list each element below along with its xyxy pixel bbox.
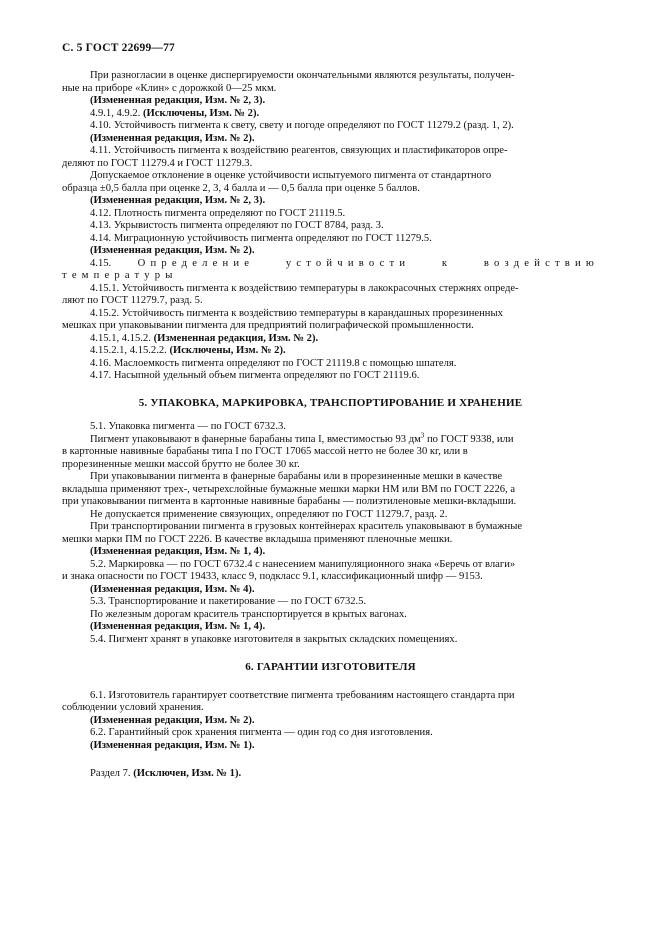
page-header: С. 5 ГОСТ 22699—77 bbox=[62, 42, 175, 54]
clause-4-12: 4.12. Плотность пигмента определяют по ГОСТ 21119.5. bbox=[90, 207, 346, 219]
spaced-heading: Определение устойчивости к воздействию температуры bbox=[62, 257, 599, 281]
amendment-note-text: (Измененная редакция, Изм. № 2, 3). bbox=[90, 195, 266, 206]
amendment-note-text: (Измененная редакция, Изм. № 2). bbox=[90, 132, 255, 144]
amendment-note bbox=[62, 95, 599, 108]
clause-4-15-1-line2: ляют по ГОСТ 11279.7, разд. 5. bbox=[62, 295, 203, 306]
excluded-note: (Исключены, Изм. № 2). bbox=[169, 345, 286, 356]
clause-number: 4.15. bbox=[90, 257, 138, 269]
section-7-label: Раздел 7. bbox=[90, 768, 134, 779]
amendment-note-text: (Измененная редакция, Изм. № 4). bbox=[90, 583, 255, 595]
clause-4-15-1-line1: 4.15.1. Устойчивость пигмента к воздействию температуры в лакокрасочных стержнях опреде- bbox=[90, 282, 519, 294]
excluded-note: (Исключены, Изм. № 2). bbox=[142, 107, 260, 119]
amendment-note bbox=[62, 740, 599, 753]
amendment-note bbox=[62, 584, 599, 597]
amendment-note bbox=[62, 195, 599, 208]
clause-4-17: 4.17. Насыпной удельный объем пигмента определяют по ГОСТ 21119.6. bbox=[90, 370, 420, 381]
packing-text: по ГОСТ 9338, или bbox=[424, 433, 514, 445]
clause-number: 4.15.2.1, 4.15.2.2. bbox=[90, 345, 170, 356]
packing-line1 bbox=[62, 430, 599, 447]
paragraph-4-9-line2: ные на приборе «Клин» с дорожкой 0—25 мкм. bbox=[62, 82, 277, 94]
container-line2: мешки марки ПМ по ГОСТ 2226. В качестве вкладыша применяют пленочные мешки. bbox=[62, 533, 453, 545]
clause-4-10: 4.10. Устойчивость пигмента к свету, свету и погоде определяют по ГОСТ 11279.2 (разд. 1, 2). bbox=[90, 120, 514, 131]
tolerance-line1: Допускаемое отклонение в оценке устойчивости испытуемого пигмента от стандартного bbox=[90, 170, 492, 181]
container-line1: При транспортировании пигмента в грузовых контейнерах краситель упаковывают в бумажные bbox=[90, 521, 523, 532]
tolerance-line2: образца ±0,5 балла при оценке 2, 3, 4 балла и — 0,5 балла при оценке 5 баллов. bbox=[62, 182, 420, 194]
clause-6-2: 6.2. Гарантийный срок хранения пигмента — один год со дня изготовления. bbox=[90, 727, 433, 738]
amendment-note bbox=[62, 621, 599, 634]
amendment-note-text: (Измененная редакция, Изм. № 1, 4). bbox=[90, 546, 266, 557]
amendment-note-text: (Измененная редакция, Изм. № 1, 4). bbox=[90, 621, 266, 632]
clause-6-1-line1: 6.1. Изготовитель гарантирует соответствие пигмента требованиям настоящего стандарта при bbox=[90, 689, 515, 701]
clause-4-15-2-line1: 4.15.2. Устойчивость пигмента к воздействию температуры в карандашных прорезиненных bbox=[90, 307, 503, 319]
clause-4-15 bbox=[62, 258, 599, 283]
amendment-note bbox=[62, 133, 599, 146]
amendment-note bbox=[62, 715, 599, 728]
clause-4-9-1 bbox=[62, 108, 599, 121]
superscript: 3 bbox=[420, 430, 425, 439]
amendment-note-text: (Измененная редакция, Изм. № 2, 3). bbox=[90, 95, 266, 106]
packing-line3: прорезиненные мешки массой брутто не более 30 кг. bbox=[62, 458, 300, 470]
amendment-note bbox=[62, 245, 599, 258]
clause-4-16: 4.16. Маслоемкость пигмента определяют по ГОСТ 21119.8 с помощью шпателя. bbox=[90, 357, 457, 369]
amendment-note bbox=[62, 546, 599, 559]
clause-4-15-amendment bbox=[62, 333, 599, 346]
binders-note: Не допускается применение связующих, определяют по ГОСТ 11279.7, разд. 2. bbox=[90, 508, 448, 520]
clause-number: 4.9.1, 4.9.2. bbox=[90, 107, 143, 119]
section-5-title: 5. УПАКОВКА, МАРКИРОВКА, ТРАНСПОРТИРОВАНИЕ И ХРАНЕНИЕ bbox=[138, 396, 523, 409]
document-body bbox=[62, 70, 599, 781]
railway-note: По железным дорогам краситель транспортируется в крытых вагонах. bbox=[90, 608, 407, 620]
amendment-note-text: (Измененная редакция, Изм. № 1). bbox=[90, 739, 255, 751]
clause-6-1-line2: соблюдении условий хранения. bbox=[62, 702, 204, 713]
liner-line3: при упаковывании пигмента в картонные навивные барабаны — полиэтиленовые мешки-вкладыши. bbox=[62, 496, 517, 507]
paragraph-4-9-line1: При разногласии в оценке диспергируемости окончательными являются результаты, получен- bbox=[90, 70, 515, 81]
clause-4-14: 4.14. Миграционную устойчивость пигмента определяют по ГОСТ 11279.5. bbox=[90, 232, 432, 244]
clause-number: 4.15.1, 4.15.2. bbox=[90, 332, 154, 344]
clause-5-2-line1: 5.2. Маркировка — по ГОСТ 6732.4 с нанесением манипуляционного знака «Беречь от влаги» bbox=[90, 558, 516, 570]
packing-text: Пигмент упаковывают в фанерные барабаны типа I, вместимостью 93 дм bbox=[90, 433, 421, 445]
excluded-note: (Исключен, Изм. № 1). bbox=[133, 768, 242, 779]
clause-5-1: 5.1. Упаковка пигмента — по ГОСТ 6732.3. bbox=[90, 421, 286, 432]
clause-4-11-line2: деляют по ГОСТ 11279.4 и ГОСТ 11279.3. bbox=[62, 157, 253, 169]
section-6-title: 6. ГАРАНТИИ ИЗГОТОВИТЕЛЯ bbox=[245, 661, 416, 673]
packing-line2: в картонные навивные барабаны типа I по ГОСТ 17065 массой нетто не более 30 кг, или в bbox=[62, 446, 468, 457]
amendment-note-text: (Измененная редакция, Изм. № 2). bbox=[90, 245, 255, 256]
amendment-note-text: (Измененная редакция, Изм. № 2). bbox=[90, 714, 255, 726]
clause-4-15-2-1 bbox=[62, 345, 599, 358]
clause-5-3: 5.3. Транспортирование и пакетирование — по ГОСТ 6732.5. bbox=[90, 596, 367, 607]
clause-5-2-line2: и знака опасности по ГОСТ 19433, класс 9, подкласс 9.1, классификационный шифр — 9153. bbox=[62, 571, 483, 582]
section-7-note bbox=[62, 768, 599, 781]
clause-4-15-2-line2: мешках при упаковывании пигмента для предприятий полиграфической промышленности. bbox=[62, 320, 474, 331]
liner-line2: вкладыша применяют трех-, четырехслойные бумажные мешки марки НМ или ВМ по ГОСТ 2226, а bbox=[62, 483, 516, 495]
liner-line1: При упаковывании пигмента в фанерные барабаны или в прорезиненные мешки в качестве bbox=[90, 471, 503, 482]
amendment-note-text: (Измененная редакция, Изм. № 2). bbox=[153, 332, 319, 344]
clause-4-13: 4.13. Укрывистость пигмента определяют по ГОСТ 8784, разд. 3. bbox=[90, 220, 384, 231]
clause-5-4: 5.4. Пигмент хранят в упаковке изготовителя в закрытых складских помещениях. bbox=[90, 633, 458, 645]
clause-4-11-line1: 4.11. Устойчивость пигмента к воздействию реагентов, связующих и пластификаторов опре- bbox=[90, 145, 508, 156]
